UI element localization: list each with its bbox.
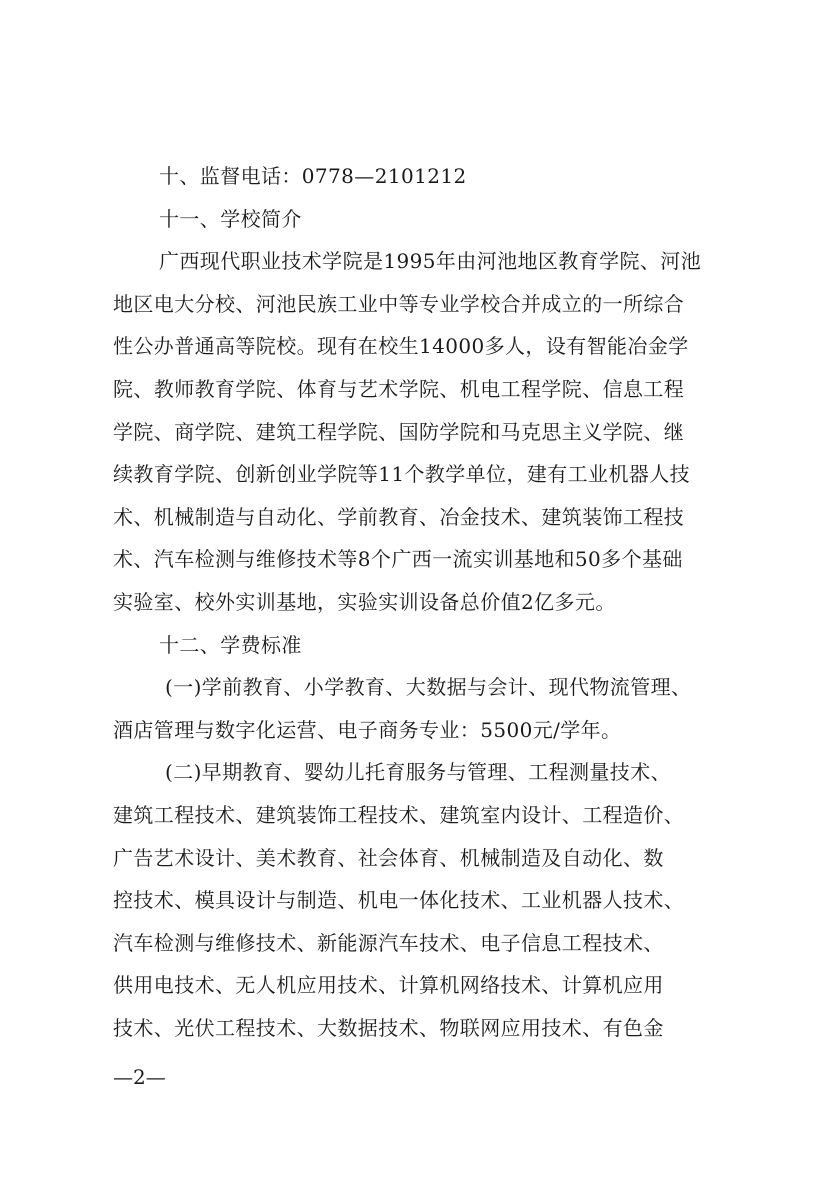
paragraph-line: 学院、商学院、建筑工程学院、国防学院和马克思主义学院、继	[113, 419, 685, 444]
paragraph-line: 汽车检测与维修技术、新能源汽车技术、电子信息工程技术、	[113, 930, 664, 955]
document-body	[113, 155, 727, 1049]
tuition-heading: 十二、学费标准	[159, 632, 302, 657]
school-intro-heading: 十一、学校简介	[159, 206, 302, 231]
page-number: —2—	[113, 1065, 166, 1089]
paragraph-line: 续教育学院、创新创业学院等11个教学单位，建有工业机器人技	[113, 462, 691, 487]
tuition-item-1	[113, 666, 727, 751]
paragraph-line: 技术、光伏工程技术、大数据技术、物联网应用技术、有色金	[113, 1015, 664, 1040]
school-intro-paragraph	[113, 240, 727, 623]
tuition-item-2	[113, 751, 727, 1049]
paragraph-line: 术、汽车检测与维修技术等8个广西一流实训基地和50多个基础	[113, 547, 683, 572]
paragraph-line: 酒店管理与数字化运营、电子商务专业：5500元/学年。	[113, 717, 622, 742]
paragraph-line: 院、教师教育学院、体育与艺术学院、机电工程学院、信息工程	[113, 376, 685, 401]
paragraph-line: 广告艺术设计、美术教育、社会体育、机械制造及自动化、数	[113, 845, 664, 870]
paragraph-line: 性公办普通高等院校。现有在校生14000多人，设有智能冶金学	[113, 334, 689, 359]
paragraph-line: 地区电大分校、河池民族工业中等专业学校合并成立的一所综合	[113, 291, 685, 316]
paragraph-line: 广西现代职业技术学院是1995年由河池地区教育学院、河池	[159, 249, 702, 274]
paragraph-line: (二)早期教育、婴幼儿托育服务与管理、工程测量技术、	[165, 760, 672, 785]
paragraph-line: 供用电技术、无人机应用技术、计算机网络技术、计算机应用	[113, 973, 664, 998]
paragraph-line: 实验室、校外实训基地，实验实训设备总价值2亿多元。	[113, 589, 616, 614]
paragraph-line: (一)学前教育、小学教育、大数据与会计、现代物流管理、	[165, 675, 692, 700]
paragraph-line: 术、机械制造与自动化、学前教育、冶金技术、建筑装饰工程技	[113, 504, 685, 529]
paragraph-line: 建筑工程技术、建筑装饰工程技术、建筑室内设计、工程造价、	[113, 802, 685, 827]
supervision-phone-line: 十、监督电话：0778—2101212	[159, 164, 467, 188]
paragraph-line: 控技术、模具设计与制造、机电一体化技术、工业机器人技术、	[113, 888, 685, 913]
